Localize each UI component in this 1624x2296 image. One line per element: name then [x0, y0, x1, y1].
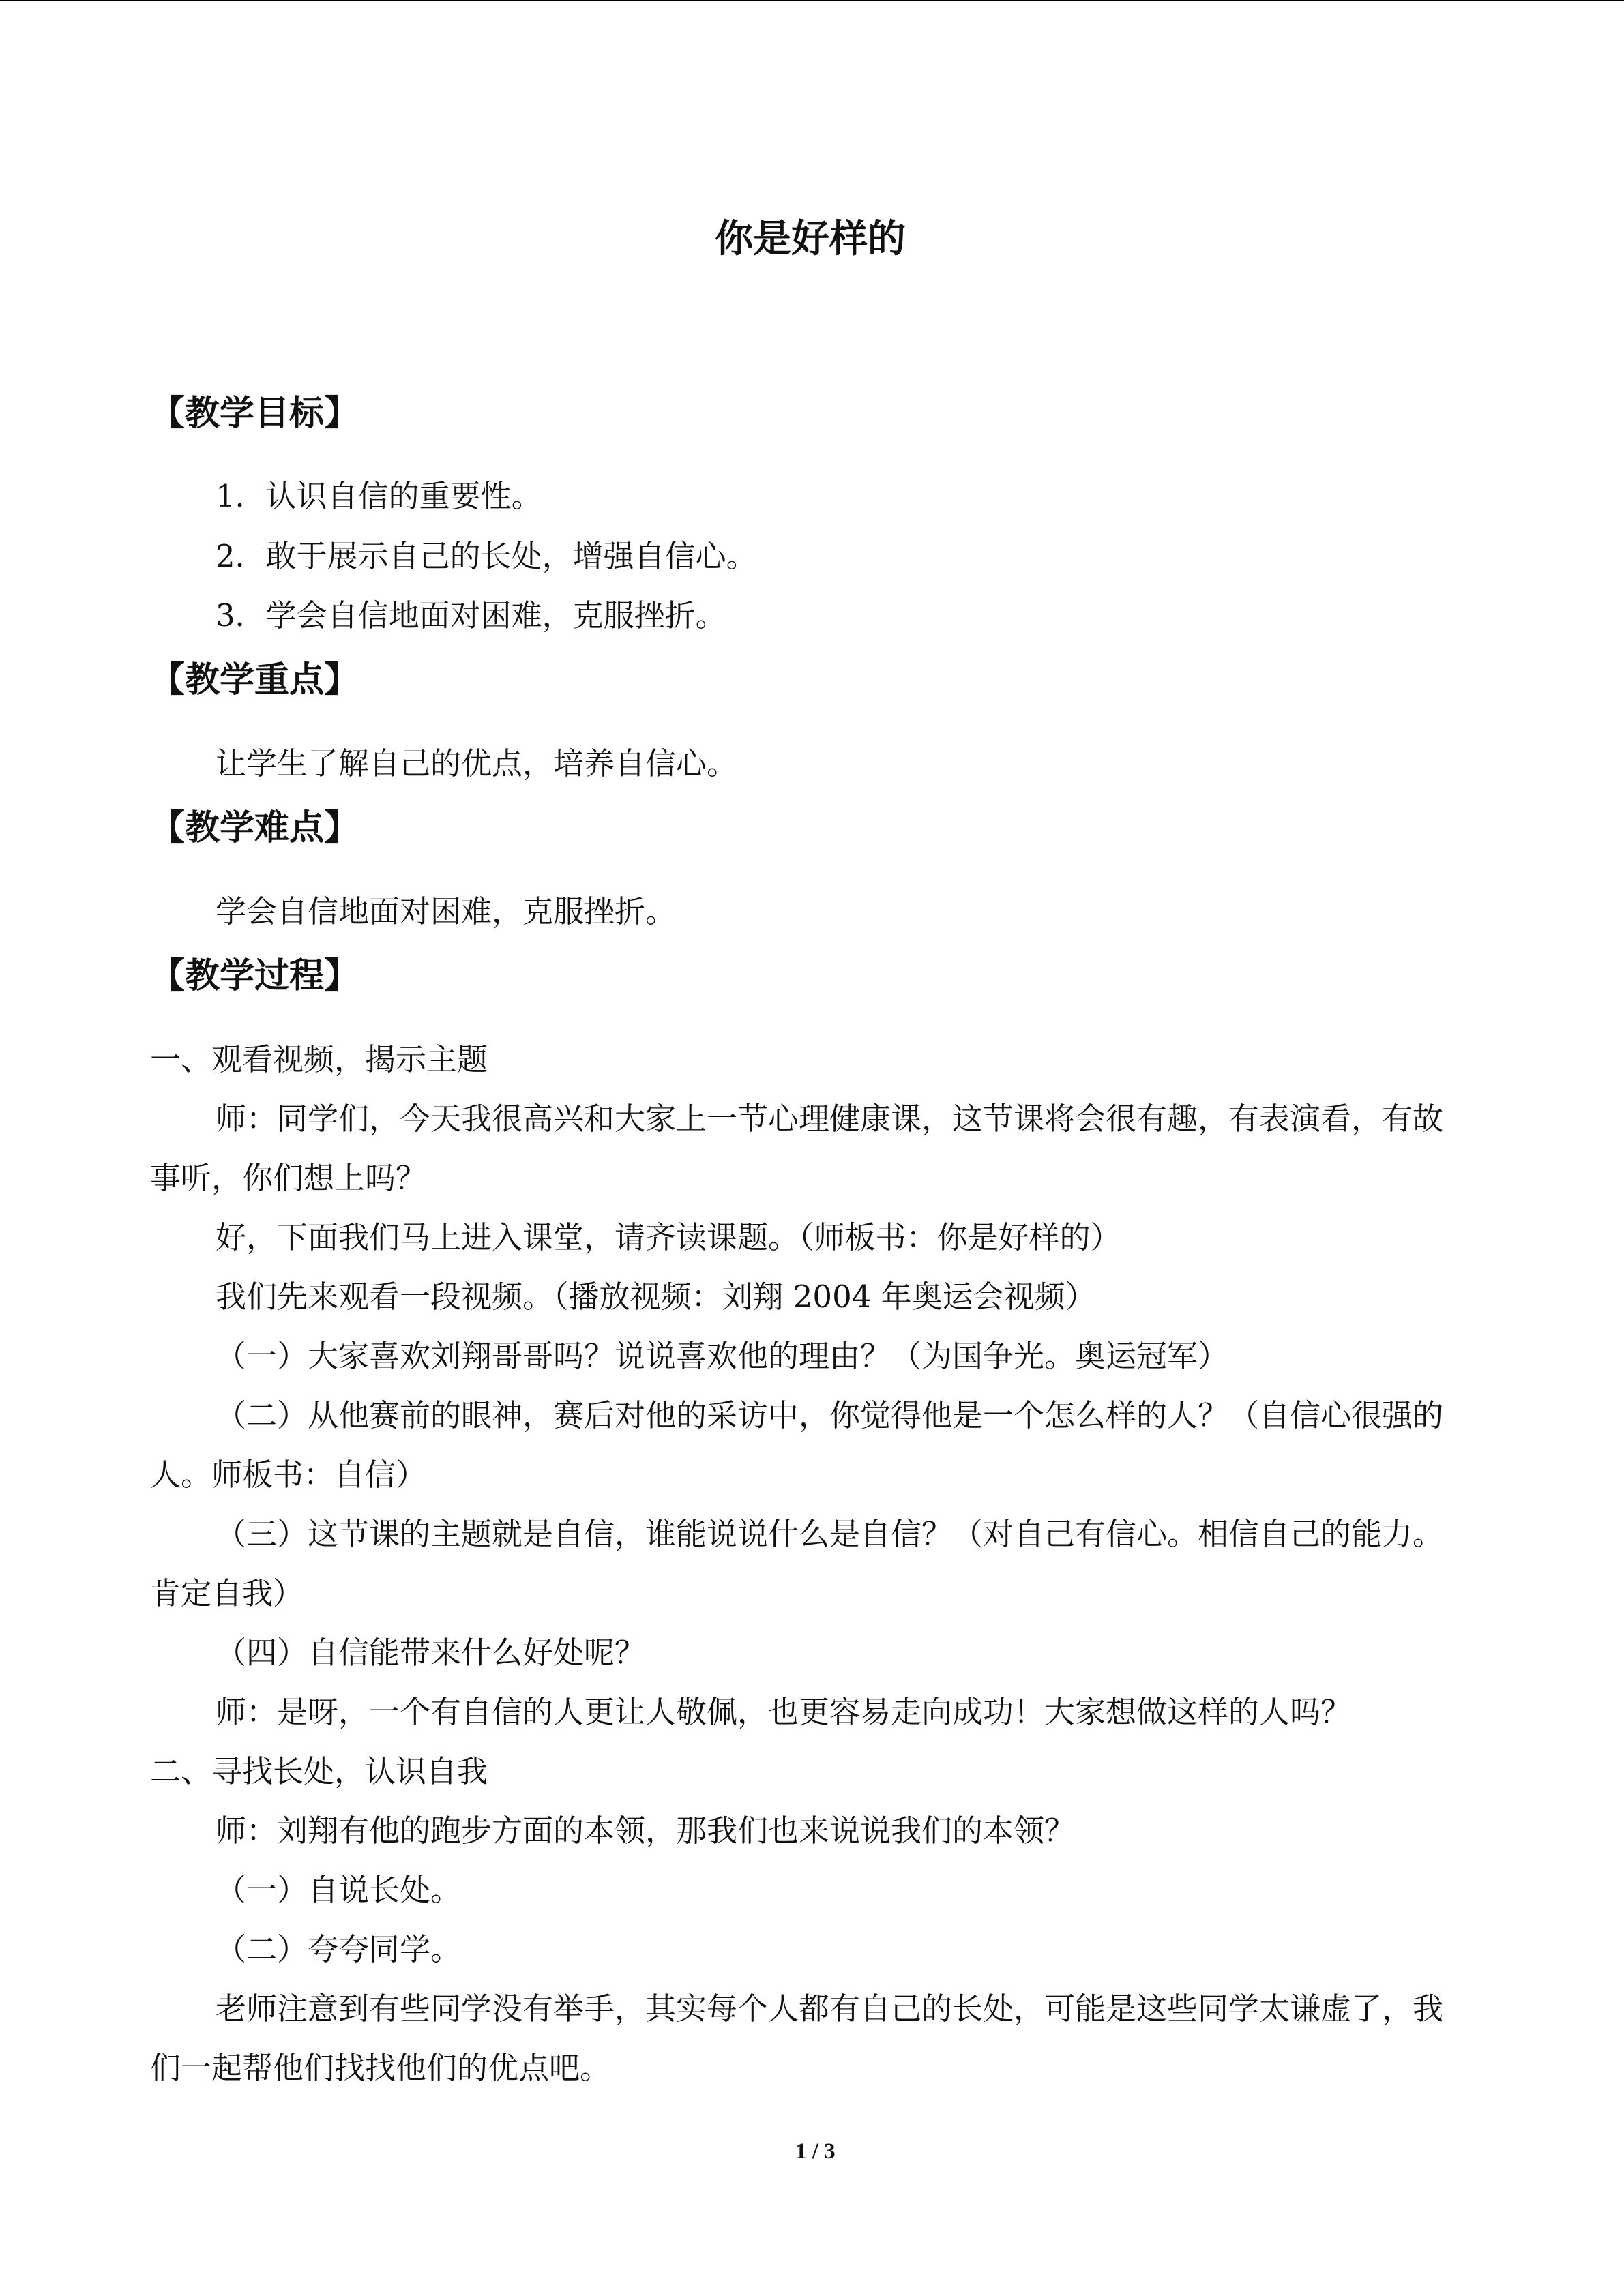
- process-paragraph-2: 好，下面我们马上进入课堂，请齐读课题。（师板书：你是好样的）: [216, 1219, 1121, 1255]
- process-question-4: （四）自信能带来什么好处呢？: [216, 1635, 646, 1671]
- top-border-line: [0, 0, 1624, 1]
- process-paragraph-6: 老师注意到有些同学没有举手，其实每个人都有自己的长处，可能是这些同学太谦虚了，我们一起帮他们找找他们的优点吧。: [150, 1991, 1444, 2086]
- objective-item-1: 1．认识自信的重要性。: [216, 478, 542, 514]
- section-heading-difficulty: 【教学难点】: [150, 808, 359, 848]
- process-question-2: （二）从他赛前的眼神，赛后对他的采访中，你觉得他是一个怎么样的人？（自信心很强的人。师板书：自信）: [150, 1397, 1444, 1493]
- process-paragraph-5: 师：刘翔有他的跑步方面的本领，那我们也来说说我们的本领？: [216, 1813, 1076, 1849]
- document-title: 你是好样的: [715, 217, 906, 261]
- objective-item-2: 2．敢于展示自己的长处，增强自信心。: [216, 538, 757, 574]
- objective-item-3: 3．学会自信地面对困难，克服挫折。: [216, 597, 726, 633]
- process-sub-2: （二）夸夸同学。: [216, 1931, 462, 1967]
- process-question-3: （三）这节课的主题就是自信，谁能说说什么是自信？（对自己有信心。相信自己的能力。肯定自我）: [150, 1516, 1444, 1611]
- process-paragraph-4: 师：是呀，一个有自信的人更让人敬佩，也更容易走向成功！大家想做这样的人吗？: [216, 1694, 1352, 1730]
- page-number: 1 / 3: [795, 2139, 836, 2164]
- key-point-text: 让学生了解自己的优点，培养自信心。: [216, 745, 738, 781]
- section-heading-process: 【教学过程】: [150, 956, 359, 996]
- process-paragraph-1: 师：同学们，今天我很高兴和大家上一节心理健康课，这节课将会很有趣，有表演看，有故事听，你们想上吗？: [150, 1101, 1444, 1196]
- process-part2-title: 二、寻找长处，认识自我: [150, 1753, 488, 1789]
- difficulty-text: 学会自信地面对困难，克服挫折。: [216, 893, 677, 929]
- process-sub-1: （一）自说长处。: [216, 1872, 462, 1908]
- section-heading-key-point: 【教学重点】: [150, 660, 359, 700]
- process-paragraph-3: 我们先来观看一段视频。（播放视频：刘翔 2004 年奥运会视频）: [216, 1279, 1096, 1315]
- process-question-1: （一）大家喜欢刘翔哥哥吗？说说喜欢他的理由？（为国争光。奥运冠军）: [216, 1338, 1229, 1374]
- section-heading-objectives: 【教学目标】: [150, 393, 359, 434]
- process-part1-title: 一、观看视频，揭示主题: [150, 1041, 488, 1077]
